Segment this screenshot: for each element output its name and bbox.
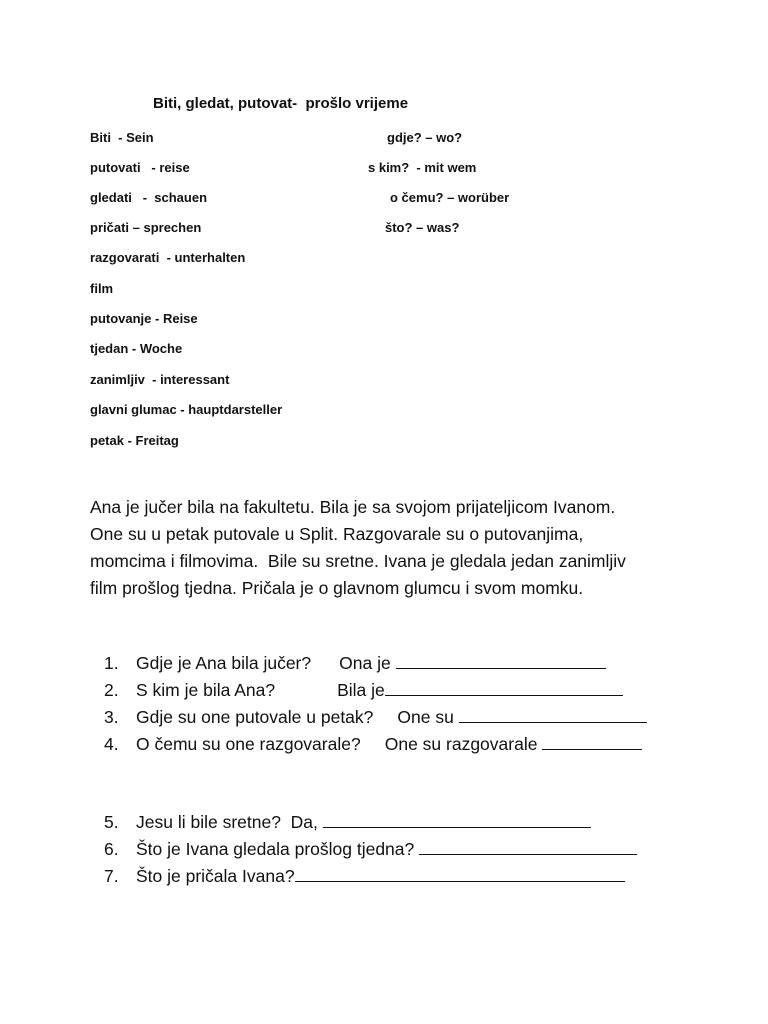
vocab-item: Biti - Sein xyxy=(90,130,154,145)
question-item xyxy=(104,863,637,890)
answer-prefix: One su razgovarale xyxy=(384,734,543,754)
answer-blank[interactable] xyxy=(295,863,625,882)
answer-prefix: Bila je xyxy=(337,680,385,700)
worksheet-title: Biti, gledat, putovat- prošlo vrijeme xyxy=(153,95,409,112)
question-text: S kim je bila Ana? xyxy=(136,680,276,700)
question-text: Gdje su one putovale u petak? xyxy=(136,707,374,727)
vocab-item: glavni glumac - hauptdarsteller xyxy=(90,402,283,417)
paragraph-line: Ana je jučer bila na fakultetu. Bila je sa svojom prijateljicom Ivanom. xyxy=(90,497,616,517)
vocab-item: pričati – sprechen xyxy=(90,220,202,235)
answer-blank[interactable] xyxy=(323,809,591,828)
question-list-2 xyxy=(104,809,637,890)
vocab-item: petak - Freitag xyxy=(90,433,179,448)
reading-paragraph xyxy=(90,494,730,602)
question-text: O čemu su one razgovarale? xyxy=(136,734,361,754)
question-item xyxy=(104,836,637,863)
question-number: 2. xyxy=(104,680,119,700)
answer-blank[interactable] xyxy=(542,731,642,750)
answer-blank[interactable] xyxy=(385,677,623,696)
vocab-item: putovati - reise xyxy=(90,160,190,175)
question-list-1 xyxy=(104,650,647,758)
question-number: 6. xyxy=(104,839,119,859)
question-item xyxy=(104,731,647,758)
vocab-item: gledati - schauen xyxy=(90,190,208,205)
question-text: Gdje je Ana bila jučer? xyxy=(136,653,312,673)
answer-blank[interactable] xyxy=(419,836,637,855)
question-item xyxy=(104,677,647,704)
question-number: 1. xyxy=(104,653,119,673)
question-word-item: o čemu? – worüber xyxy=(390,190,510,205)
question-item xyxy=(104,809,637,836)
answer-prefix: One su xyxy=(397,707,459,727)
question-number: 5. xyxy=(104,812,119,832)
question-item xyxy=(104,650,647,677)
vocab-item: putovanje - Reise xyxy=(90,311,198,326)
answer-blank[interactable] xyxy=(396,650,606,669)
paragraph-line: film prošlog tjedna. Pričala je o glavnom glumcu i svom momku. xyxy=(90,578,584,598)
vocab-item: film xyxy=(90,281,114,296)
vocab-item: razgovarati - unterhalten xyxy=(90,250,246,265)
question-word-item: s kim? - mit wem xyxy=(368,160,477,175)
question-text: Što je pričala Ivana? xyxy=(136,866,295,886)
question-number: 7. xyxy=(104,866,119,886)
question-text: Što je Ivana gledala prošlog tjedna? xyxy=(136,839,420,859)
question-number: 3. xyxy=(104,707,119,727)
question-item xyxy=(104,704,647,731)
question-word-item: što? – was? xyxy=(385,220,460,235)
answer-blank[interactable] xyxy=(459,704,647,723)
question-word-item: gdje? – wo? xyxy=(387,130,463,145)
paragraph-line: momcima i filmovima. Bile su sretne. Ivana je gledala jedan zanimljiv xyxy=(90,551,626,571)
paragraph-line: One su u petak putovale u Split. Razgovarale su o putovanjima, xyxy=(90,524,584,544)
question-text: Jesu li bile sretne? Da, xyxy=(136,812,323,832)
answer-prefix: Ona je xyxy=(339,653,396,673)
question-number: 4. xyxy=(104,734,119,754)
vocab-item: tjedan - Woche xyxy=(90,341,183,356)
vocab-item: zanimljiv - interessant xyxy=(90,372,230,387)
